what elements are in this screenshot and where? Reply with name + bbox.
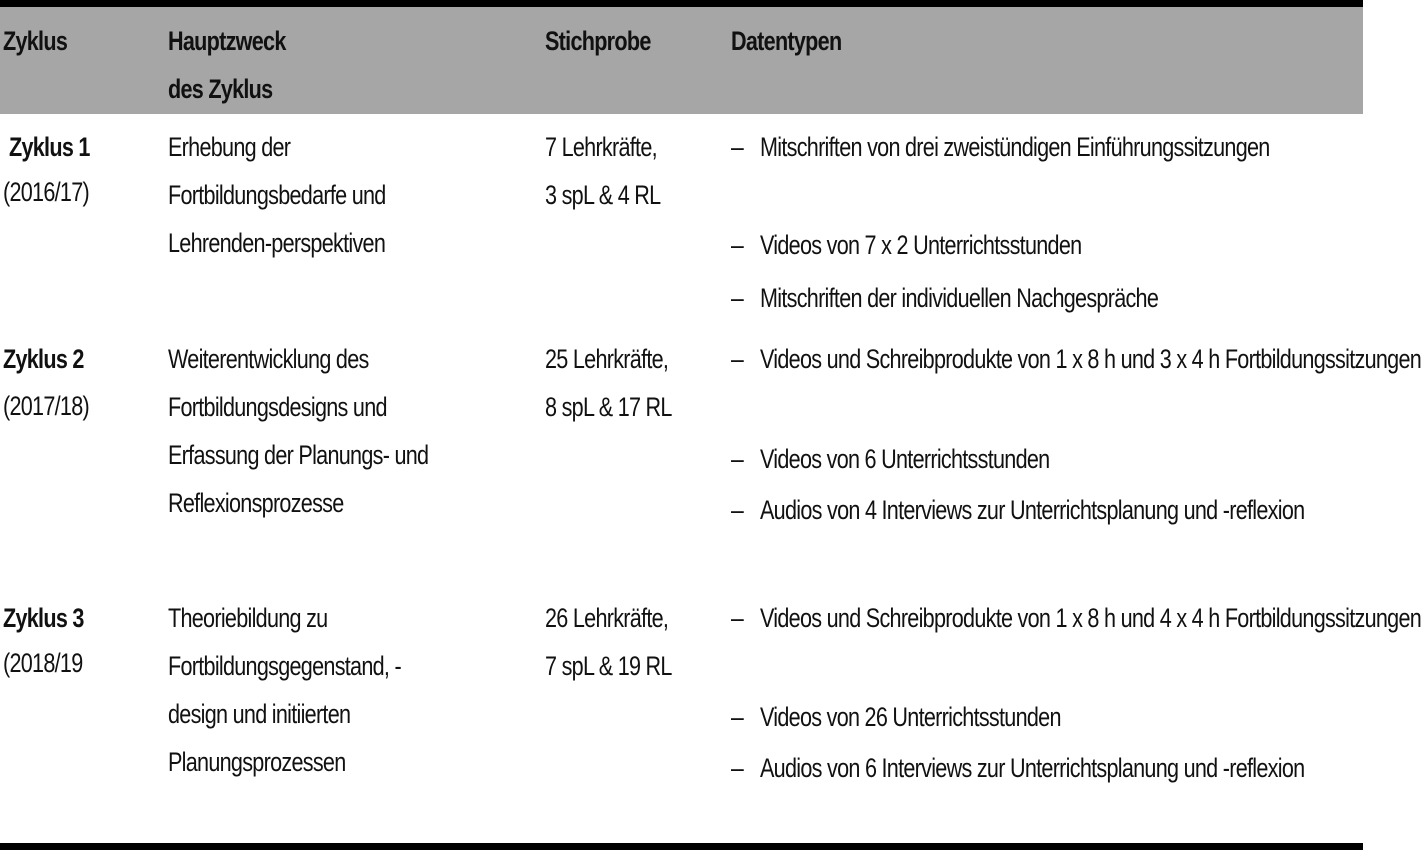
header-cycle: Zyklus xyxy=(3,26,68,56)
data-type-line: Mitschriften von drei zweistündigen xyxy=(760,132,1071,162)
header-purpose-line: des Zyklus xyxy=(168,74,273,104)
data-type-line: Videos und Schreibprodukte von 1 x 8 h und 3 x 4 h xyxy=(760,344,1220,374)
sample-cell xyxy=(545,123,660,219)
table-bottom-rule xyxy=(0,843,1363,850)
sample-cell xyxy=(545,335,672,431)
bullet-dash: – xyxy=(731,495,744,525)
header-sample: Stichprobe xyxy=(545,26,651,56)
purpose-cell xyxy=(168,123,386,267)
purpose-cell xyxy=(168,335,428,527)
sample-line: 25 Lehrkräfte, xyxy=(545,344,669,374)
data-type-item xyxy=(760,744,1304,792)
data-type-item xyxy=(760,594,1421,642)
bullet-dash: – xyxy=(731,603,744,633)
cycle-year: (2016/17) xyxy=(3,177,89,207)
bullet-dash: – xyxy=(731,444,744,474)
purpose-line: Fortbildungsdesigns und xyxy=(168,392,387,422)
purpose-line: Planungsprozessen xyxy=(168,747,346,777)
purpose-line: Erfassung der Planungs- und xyxy=(168,440,429,470)
sample-line: 3 spL & 4 RL xyxy=(545,180,661,210)
cycle-cell xyxy=(9,123,90,171)
sample-line: 7 spL & 19 RL xyxy=(545,651,672,681)
cycle-year: (2017/18) xyxy=(3,391,89,421)
data-type-item xyxy=(760,486,1304,534)
purpose-line: Fortbildungsgegenstand, - xyxy=(168,651,401,681)
data-type-line: Fortbildungssitzungen xyxy=(1224,603,1421,633)
header-data-types: Datentypen xyxy=(731,26,842,56)
bullet-dash: – xyxy=(731,702,744,732)
data-type-line: -reflexion xyxy=(1222,495,1305,525)
bullet-dash: – xyxy=(731,283,744,313)
purpose-line: Reflexionsprozesse xyxy=(168,488,344,518)
data-type-item: Videos von 26 Unterrichtsstunden xyxy=(760,702,1061,732)
sample-line: 8 spL & 17 RL xyxy=(545,392,672,422)
data-type-line: -reflexion xyxy=(1222,753,1305,783)
cycle-year: (2018/19 xyxy=(3,648,83,678)
purpose-line: Fortbildungsbedarfe und xyxy=(168,180,386,210)
purpose-line: Lehrenden-perspektiven xyxy=(168,228,386,258)
table-top-rule xyxy=(0,0,1363,7)
data-type-line: Fortbildungssitzungen xyxy=(1224,344,1421,374)
data-type-item: Videos von 6 Unterrichtsstunden xyxy=(760,444,1050,474)
data-type-item xyxy=(760,335,1421,383)
data-type-line: Audios von 4 Interviews zur Unterrichtsplanung und xyxy=(760,495,1218,525)
cycle-name: Zyklus 1 xyxy=(9,132,90,162)
purpose-line: Weiterentwicklung des xyxy=(168,344,369,374)
cycle-name: Zyklus 3 xyxy=(3,603,84,633)
purpose-line: Theoriebildung zu xyxy=(168,603,328,633)
purpose-line: Erhebung der xyxy=(168,132,291,162)
header-purpose xyxy=(168,17,286,113)
data-type-item xyxy=(760,123,1270,171)
sample-line: 26 Lehrkräfte, xyxy=(545,603,669,633)
purpose-line: design und initiierten xyxy=(168,699,351,729)
sample-cell xyxy=(545,594,672,690)
bullet-dash: – xyxy=(731,230,744,260)
data-type-line: Einführungssitzungen xyxy=(1076,132,1270,162)
bullet-dash: – xyxy=(731,344,744,374)
bullet-dash: – xyxy=(731,132,744,162)
data-type-item: Videos von 7 x 2 Unterrichtsstunden xyxy=(760,230,1082,260)
header-purpose-line: Hauptzweck xyxy=(168,26,286,56)
sample-line: 7 Lehrkräfte, xyxy=(545,132,657,162)
data-type-item: Mitschriften der individuellen Nachgespräche xyxy=(760,283,1159,313)
bullet-dash: – xyxy=(731,753,744,783)
purpose-cell xyxy=(168,594,401,786)
data-type-line: Videos und Schreibprodukte von 1 x 8 h und 4 x 4 h xyxy=(760,603,1220,633)
cycle-name: Zyklus 2 xyxy=(3,344,84,374)
data-type-line: Audios von 6 Interviews zur Unterrichtsplanung und xyxy=(760,753,1218,783)
